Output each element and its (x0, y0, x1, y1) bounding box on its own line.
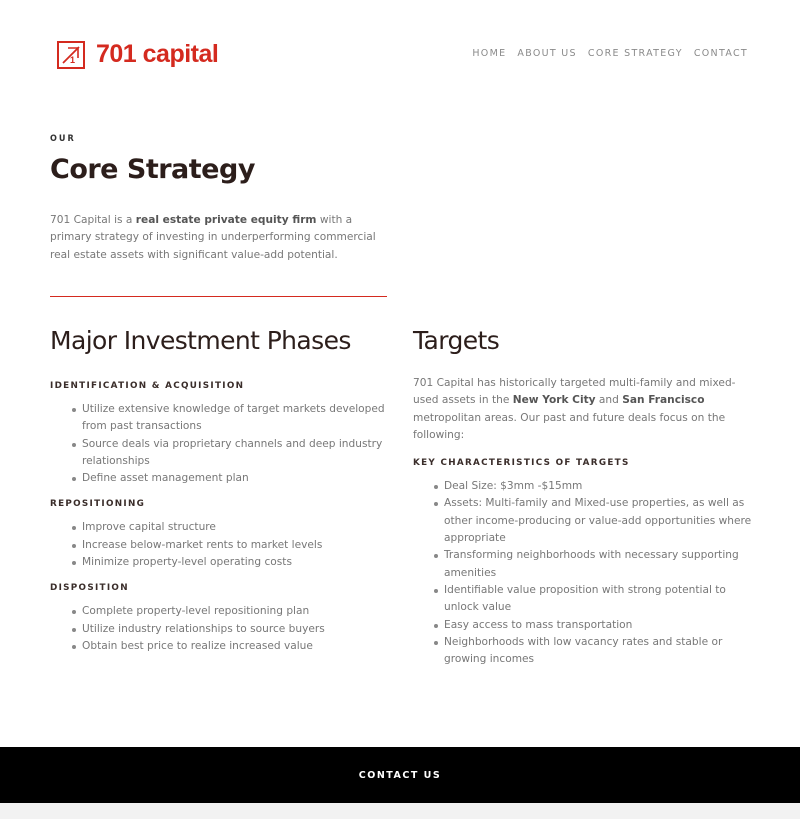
city-nyc: New York City (512, 394, 596, 407)
list-item: Increase below-market rents to market levels (72, 537, 390, 554)
bottom-strip (0, 803, 800, 819)
phases-title: Major Investment Phases (50, 326, 351, 355)
page-title: Core Strategy (50, 154, 255, 185)
logo[interactable] (57, 40, 218, 69)
list-item: Assets: Multi-family and Mixed-use properties, as well as other income-producing or value-add opportunities where appropriate (434, 495, 758, 547)
phases-column (50, 326, 390, 667)
city-sf: San Francisco (622, 394, 705, 407)
nav-core-strategy[interactable]: CORE STRATEGY (587, 48, 683, 59)
list-item: Minimize property-level operating costs (72, 554, 390, 571)
svg-text:1: 1 (70, 54, 76, 65)
targets-heading: KEY CHARACTERISTICS OF TARGETS (413, 458, 630, 469)
targets-title: Targets (413, 326, 500, 355)
phase-heading: DISPOSITION (50, 583, 129, 594)
list-item: Utilize extensive knowledge of target markets developed from past transactions (72, 401, 390, 436)
nav-contact[interactable]: CONTACT (693, 48, 748, 59)
list-item: Deal Size: $3mm -$15mm (434, 478, 758, 495)
list-item: Neighborhoods with low vacancy rates and stable or growing incomes (434, 634, 758, 669)
list-item: Obtain best price to realize increased value (72, 638, 390, 655)
targets-p2: metropolitan areas. Our past and future deals focus on the following: (413, 411, 726, 441)
nav-about-us[interactable]: ABOUT US (517, 48, 577, 59)
logo-mark-icon (57, 41, 85, 69)
list-item: Source deals via proprietary channels and deep industry relationships (72, 436, 390, 471)
list-item: Complete property-level repositioning plan (72, 603, 390, 620)
contact-us-link[interactable]: CONTACT US (358, 769, 442, 781)
targets-column (413, 326, 758, 680)
phase-list (72, 519, 390, 571)
targets-description (413, 375, 758, 444)
targets-and: and (595, 394, 623, 407)
phase-list (72, 603, 390, 655)
main-nav (472, 48, 748, 59)
list-item: Improve capital structure (72, 519, 390, 536)
logo-text: 701 capital (96, 40, 219, 68)
divider (50, 296, 387, 297)
nav-home[interactable]: HOME (472, 48, 507, 59)
phase-list (72, 401, 390, 487)
list-item: Define asset management plan (72, 470, 390, 487)
list-item: Easy access to mass transportation (434, 617, 758, 634)
list-item: Identifiable value proposition with strong potential to unlock value (434, 582, 758, 617)
eyebrow: OUR (50, 134, 76, 144)
phase-heading: IDENTIFICATION & ACQUISITION (50, 381, 245, 391)
footer (0, 747, 800, 803)
targets-list (434, 478, 758, 668)
targets-p1: 701 Capital has historically targeted multi-family and mixed-used assets in the (413, 377, 736, 407)
site-header (0, 0, 800, 110)
list-item: Utilize industry relationships to source buyers (72, 621, 390, 638)
list-item: Transforming neighborhoods with necessary supporting amenities (434, 547, 758, 582)
intro-pre: 701 Capital is a (50, 214, 136, 226)
phase-heading: REPOSITIONING (50, 499, 146, 510)
intro-text (50, 212, 395, 264)
intro-post: with a primary strategy of investing in underperforming commercial real estate assets with significant value-add potential. (50, 214, 376, 261)
intro-bold: real estate private equity firm (135, 214, 317, 226)
